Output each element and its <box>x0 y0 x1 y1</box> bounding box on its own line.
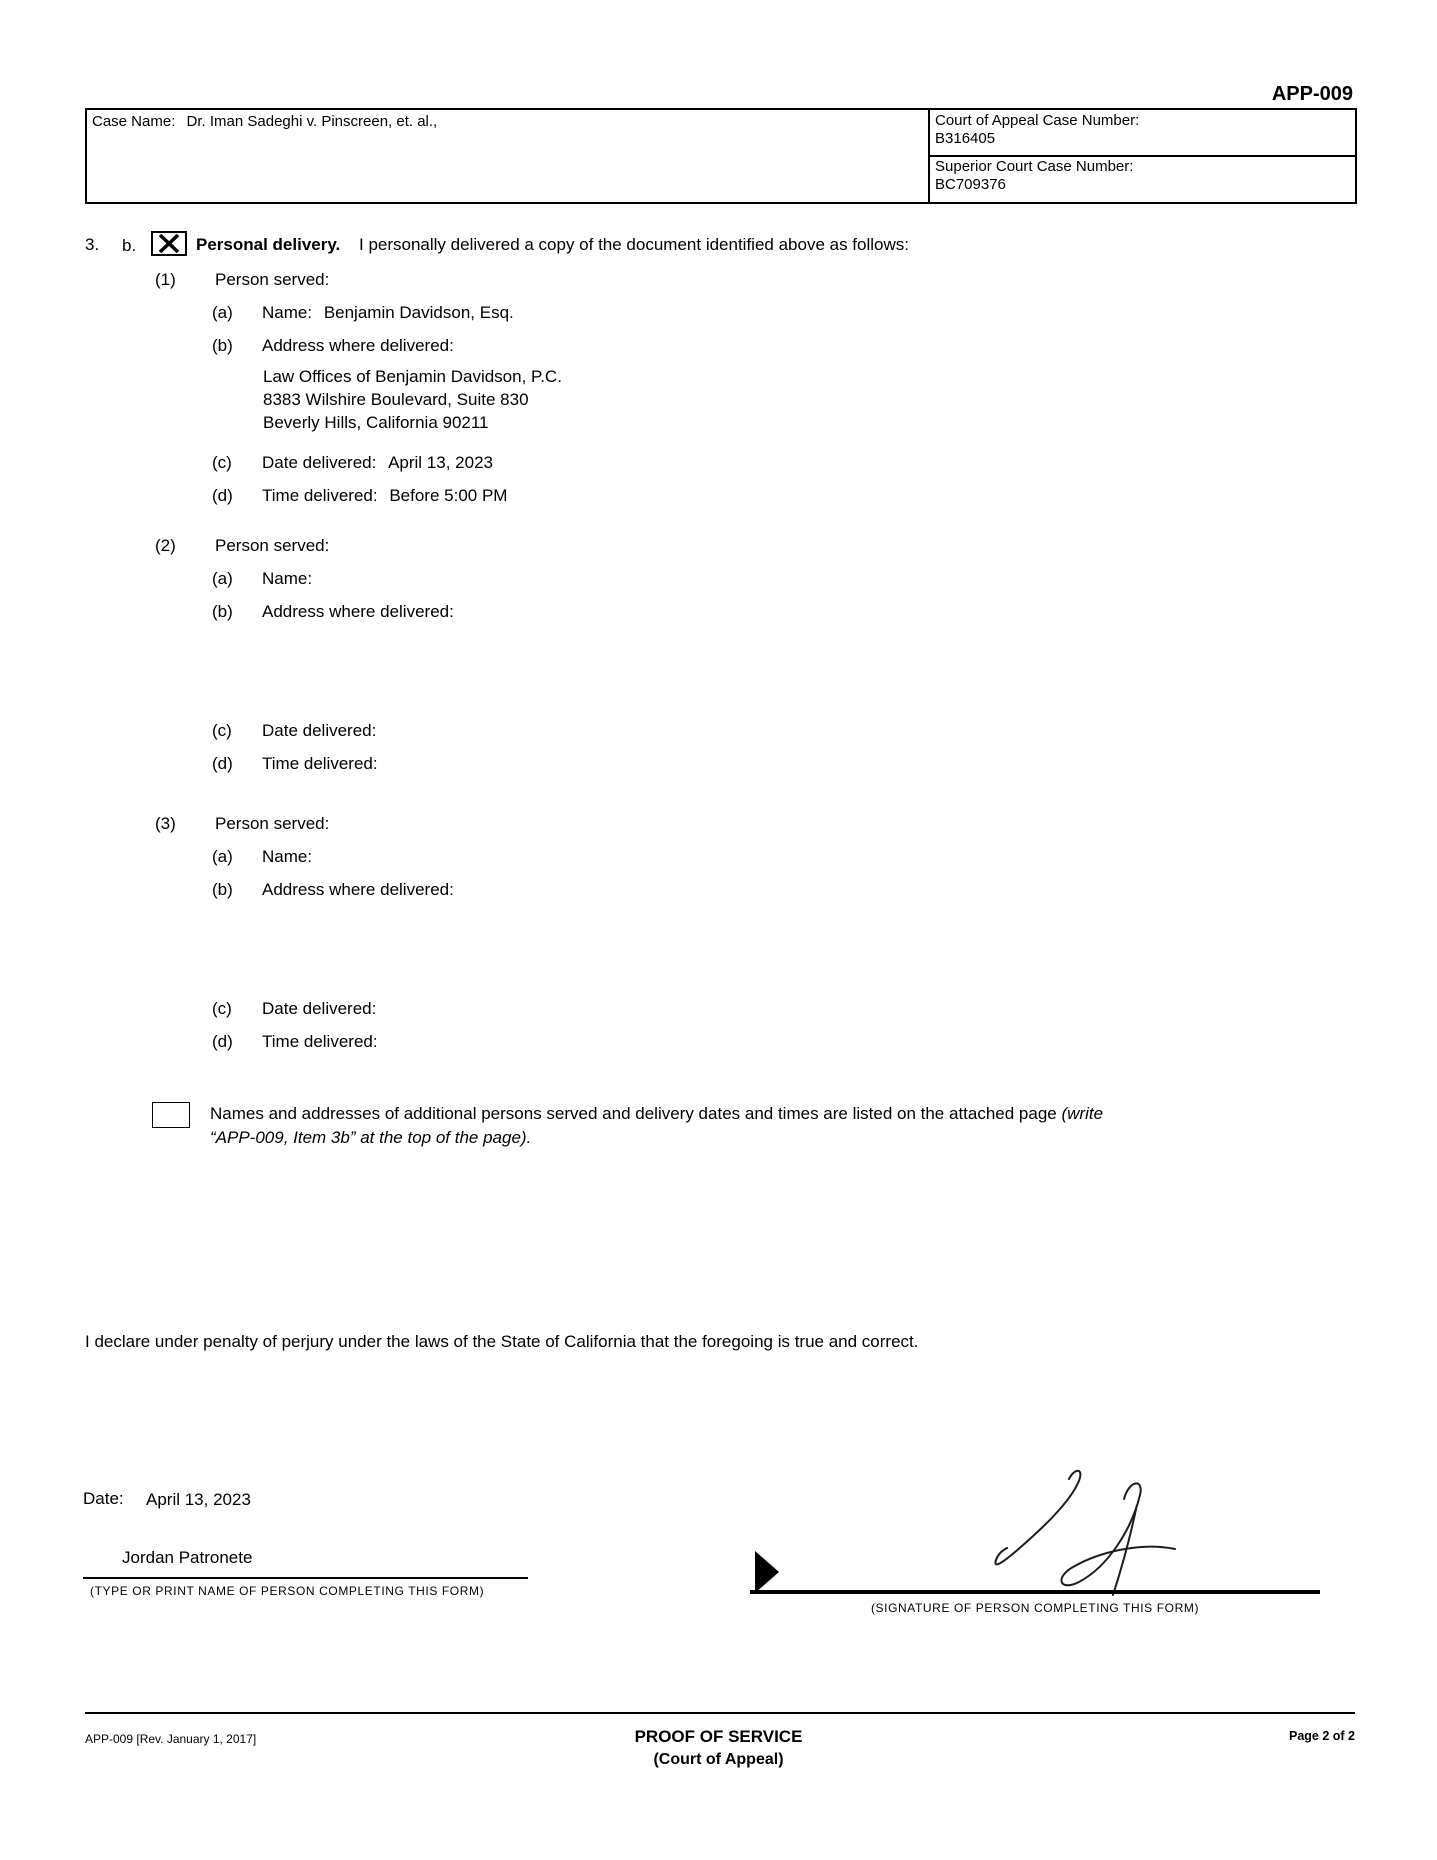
footer-page-number: Page 2 of 2 <box>1289 1729 1355 1743</box>
perjury-declaration: I declare under penalty of perjury under the laws of the State of California that the foregoing is true and correct. <box>85 1332 919 1351</box>
item-d-label: Time delivered: <box>262 1032 378 1051</box>
item-a-value: Benjamin Davidson, Esq. <box>323 303 514 322</box>
person-label: Person served: <box>215 536 330 555</box>
appeal-case-label: Court of Appeal Case Number: <box>935 112 1140 129</box>
additional-persons-checkbox[interactable] <box>152 1102 190 1128</box>
item-3b-letter: b. <box>122 236 137 255</box>
case-header-table <box>85 108 1357 204</box>
item-c-line <box>262 452 493 473</box>
personal-delivery-description: I personally delivered a copy of the document identified above as follows: <box>359 235 909 254</box>
superior-case-label: Superior Court Case Number: <box>935 158 1134 175</box>
item-c-tag: (c) <box>212 721 232 740</box>
item-a-line <box>262 302 514 323</box>
form-number: APP-009 <box>1271 83 1353 105</box>
signature-caption: (SIGNATURE OF PERSON COMPLETING THIS FORM) <box>870 1601 1200 1615</box>
typed-name: Jordan Patronete <box>122 1548 253 1567</box>
item-d-label: Time delivered: <box>262 486 378 505</box>
item-b-tag: (b) <box>212 602 233 621</box>
item-c-tag: (c) <box>212 453 232 472</box>
item-b-tag: (b) <box>212 336 233 355</box>
signature-line <box>750 1590 1320 1594</box>
case-name-cell <box>92 113 437 132</box>
additional-persons-italic-start: (write <box>1061 1104 1104 1123</box>
item-c-label: Date delivered: <box>262 999 377 1018</box>
personal-delivery-line <box>196 234 909 255</box>
personal-delivery-checkbox[interactable] <box>151 231 187 256</box>
person-number: (2) <box>155 536 176 555</box>
person-label: Person served: <box>215 270 330 289</box>
item-c-value: April 13, 2023 <box>388 453 493 472</box>
item-a-label: Name: <box>262 569 313 588</box>
additional-persons-line2: “APP-009, Item 3b” at the top of the page). <box>210 1128 532 1147</box>
table-row-divider <box>928 155 1355 157</box>
item-d-tag: (d) <box>212 1032 233 1051</box>
additional-persons-text: Names and addresses of additional persons served and delivery dates and times are listed on the attached page <box>210 1104 1062 1123</box>
handwritten-signature <box>972 1465 1187 1597</box>
item-b-label: Address where delivered: <box>262 880 454 899</box>
typed-name-caption: (TYPE OR PRINT NAME OF PERSON COMPLETING THIS FORM) <box>90 1584 485 1598</box>
case-name-value: Dr. Iman Sadeghi v. Pinscreen, et. al., <box>186 113 438 130</box>
appeal-case-number: B316405 <box>935 130 996 147</box>
footer-form-subtitle: (Court of Appeal) <box>653 1751 784 1768</box>
date-label: Date: <box>83 1489 124 1508</box>
person-number: (3) <box>155 814 176 833</box>
item-c-label: Date delivered: <box>262 721 377 740</box>
item-d-line <box>262 485 507 506</box>
item-c-tag: (c) <box>212 999 232 1018</box>
address-line: Law Offices of Benjamin Davidson, P.C. <box>263 367 562 386</box>
item-d-tag: (d) <box>212 486 233 505</box>
item-d-tag: (d) <box>212 754 233 773</box>
typed-name-line <box>83 1577 528 1579</box>
item-d-label: Time delivered: <box>262 754 378 773</box>
item-b-tag: (b) <box>212 880 233 899</box>
item-3-number: 3. <box>85 235 100 254</box>
superior-case-number: BC709376 <box>935 176 1006 193</box>
case-name-label: Case Name: <box>92 113 176 130</box>
address-line: 8383 Wilshire Boulevard, Suite 830 <box>263 390 529 409</box>
footer-rule <box>85 1712 1355 1714</box>
personal-delivery-title: Personal delivery. <box>196 235 341 254</box>
item-c-label: Date delivered: <box>262 453 377 472</box>
item-a-tag: (a) <box>212 847 233 866</box>
item-a-label: Name: <box>262 847 313 866</box>
person-number: (1) <box>155 270 176 289</box>
person-label: Person served: <box>215 814 330 833</box>
footer-form-revision: APP-009 [Rev. January 1, 2017] <box>85 1732 257 1746</box>
item-a-tag: (a) <box>212 303 233 322</box>
item-a-label: Name: <box>262 303 313 322</box>
item-b-label: Address where delivered: <box>262 336 454 355</box>
item-d-value: Before 5:00 PM <box>389 486 508 505</box>
checkbox-x-mark-icon <box>153 233 185 254</box>
item-a-tag: (a) <box>212 569 233 588</box>
item-b-label: Address where delivered: <box>262 602 454 621</box>
additional-persons-line1 <box>210 1103 1103 1124</box>
address-line: Beverly Hills, California 90211 <box>263 413 489 432</box>
footer-form-title: PROOF OF SERVICE <box>634 1727 803 1746</box>
signature-pointer-arrow-icon <box>755 1551 779 1593</box>
date-value: April 13, 2023 <box>146 1490 251 1509</box>
